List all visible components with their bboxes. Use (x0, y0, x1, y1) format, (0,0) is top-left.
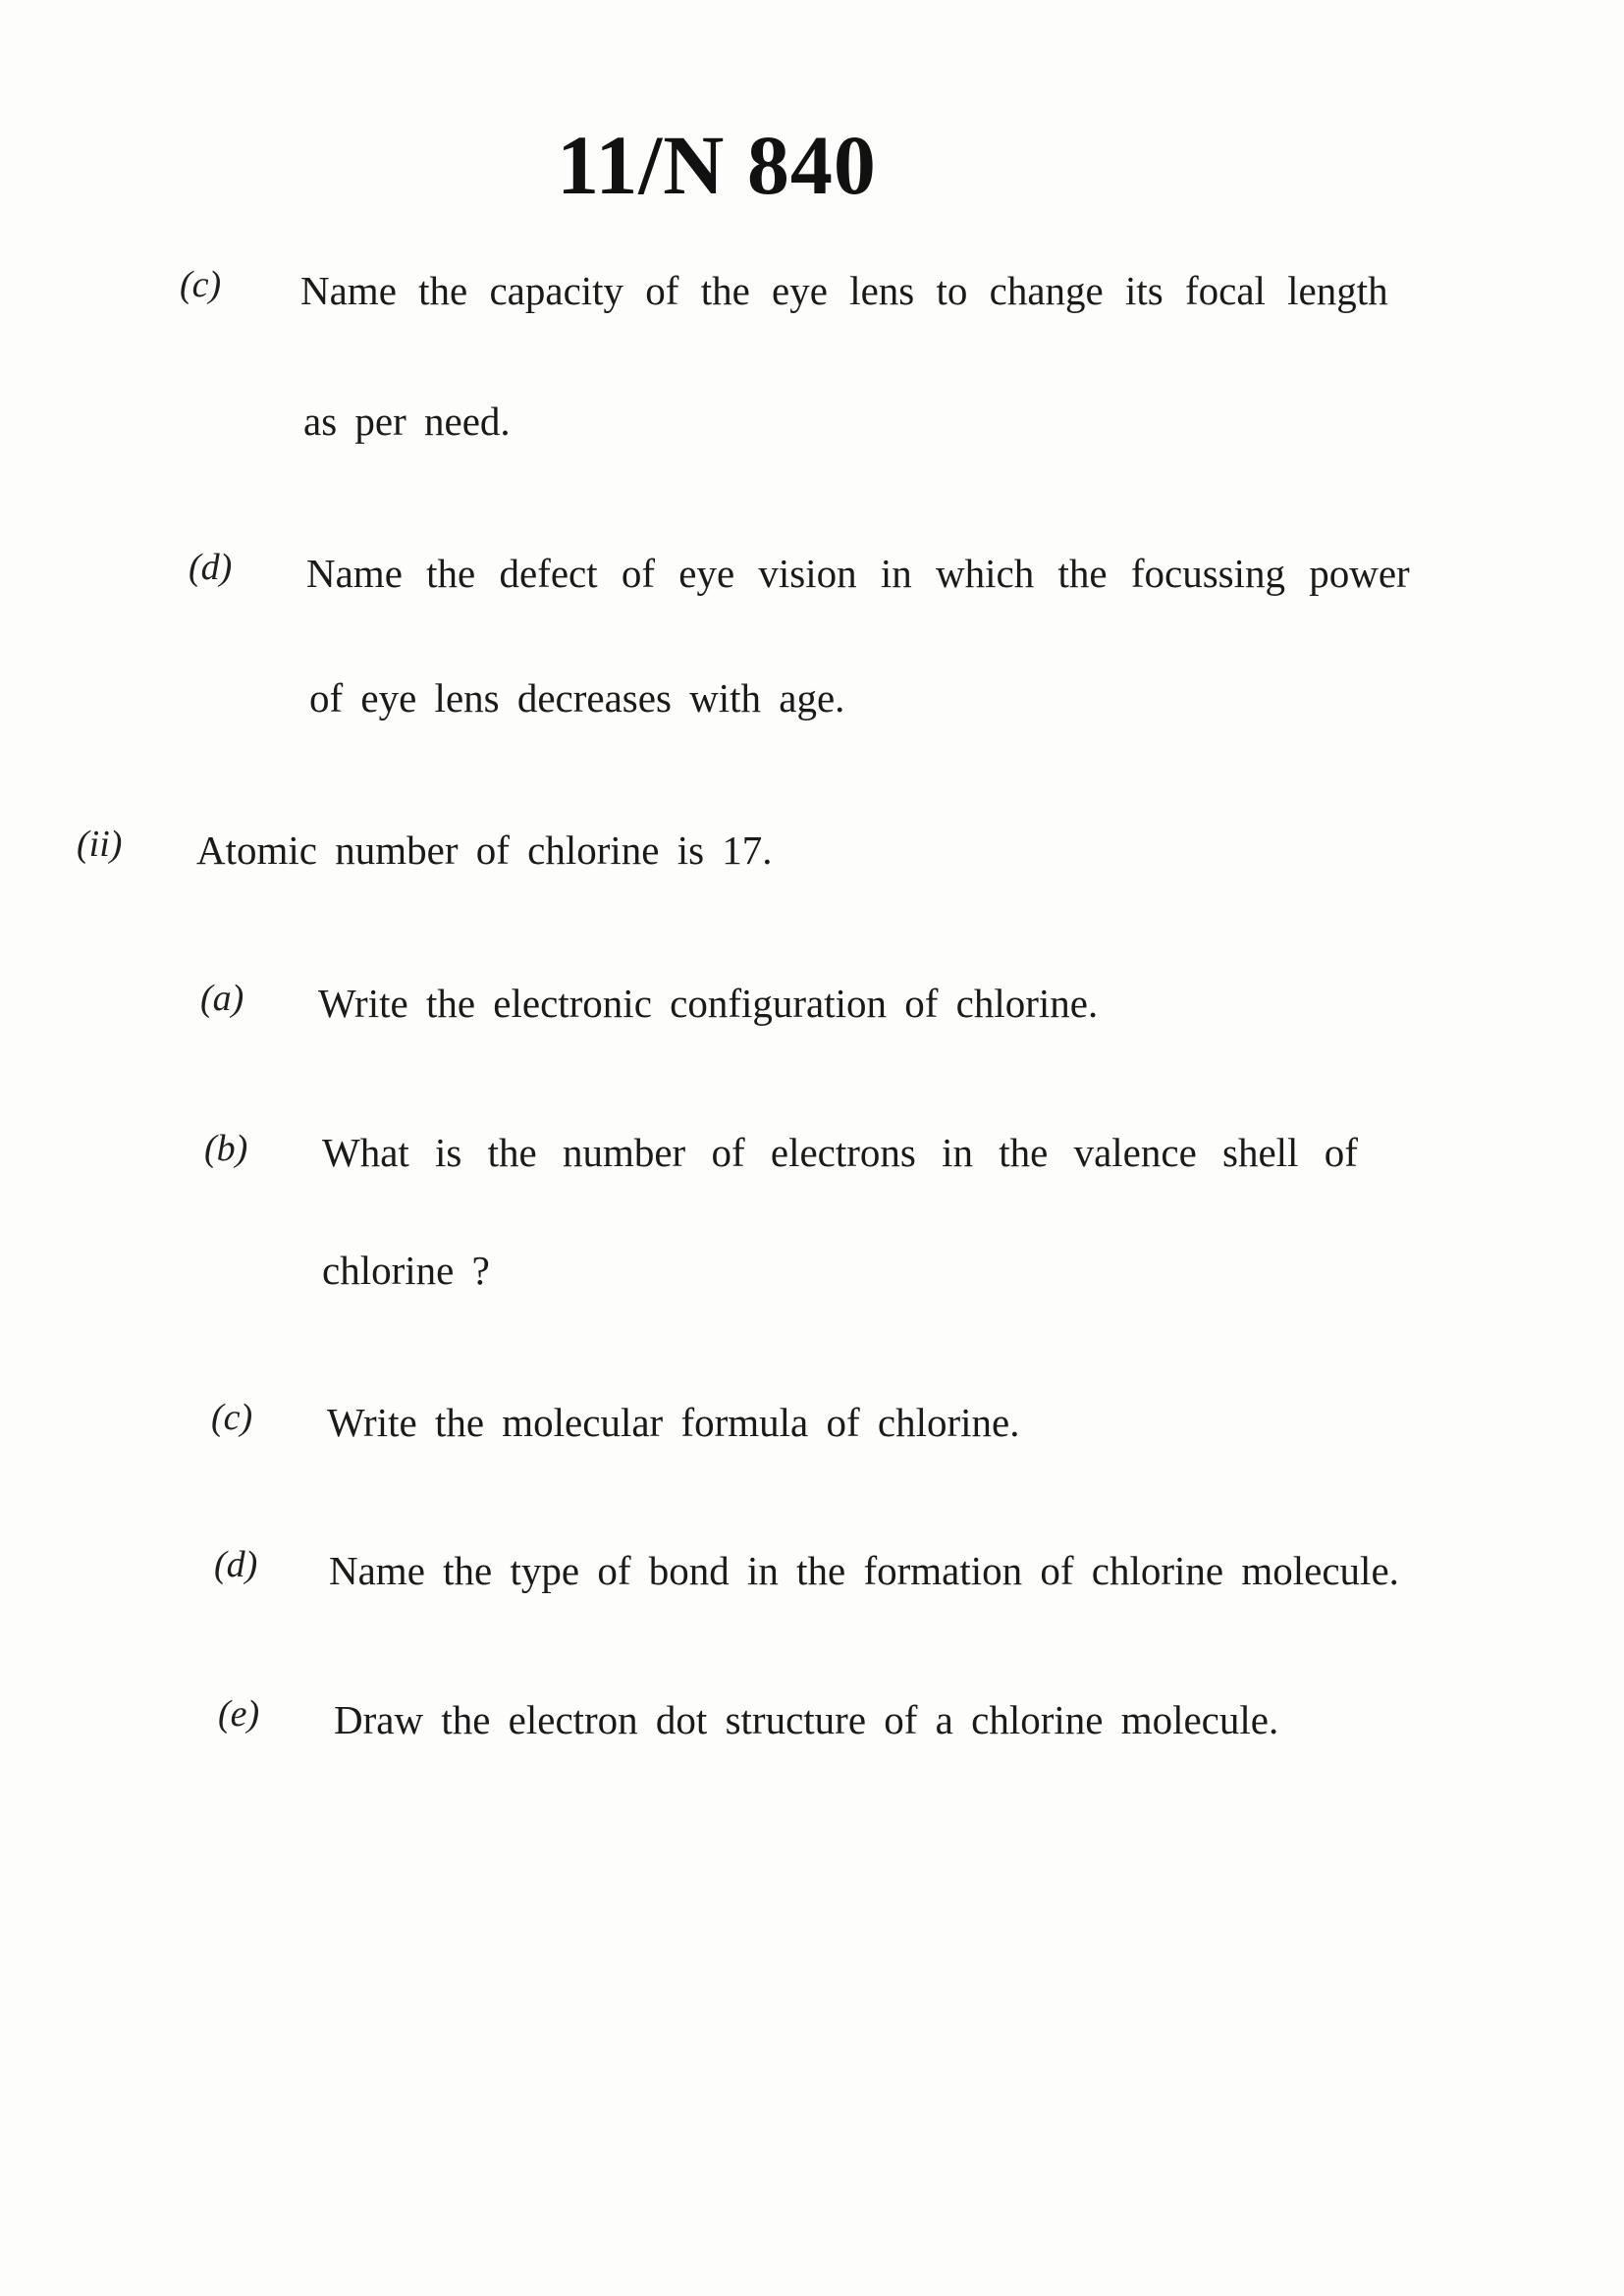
question-label-ii-b: (b) (204, 1128, 248, 1169)
question-label-ii-e: (e) (218, 1693, 260, 1735)
question-label-ii-a: (a) (200, 978, 244, 1019)
question-text-ii-b-line2: chlorine ? (322, 1248, 490, 1293)
question-text-i-c-line2: as per need. (303, 399, 511, 444)
question-text-ii-c: Write the molecular formula of chlorine. (327, 1400, 1020, 1445)
question-text-i-c-line1 (300, 267, 1528, 314)
question-label-ii-c: (c) (211, 1397, 253, 1438)
question-text-i-c-line1-text: Name the capacity of the eye lens to change its focal length (300, 268, 1388, 313)
question-text-ii-b-line1: What is the number of electrons in the valence shell of (322, 1130, 1358, 1175)
paper-code: 11/N 840 (557, 118, 877, 212)
question-text-ii-d: Name the type of bond in the formation of chlorine molecule. (329, 1548, 1399, 1593)
question-text-ii-e: Draw the electron dot structure of a chlorine molecule. (334, 1697, 1279, 1742)
question-label-i-d: (d) (189, 547, 233, 588)
question-label-ii-d: (d) (214, 1544, 258, 1585)
question-label-i-c: (c) (180, 264, 222, 305)
question-text-i-d-line2: of eye lens decreases with age. (309, 675, 845, 721)
question-text-ii: Atomic number of chlorine is 17. (196, 828, 773, 873)
question-label-ii: (ii) (77, 824, 123, 865)
question-text-i-d-line1: Name the defect of eye vision in which the focussing power (306, 551, 1410, 596)
question-text-ii-a: Write the electronic configuration of chlorine. (318, 981, 1099, 1026)
